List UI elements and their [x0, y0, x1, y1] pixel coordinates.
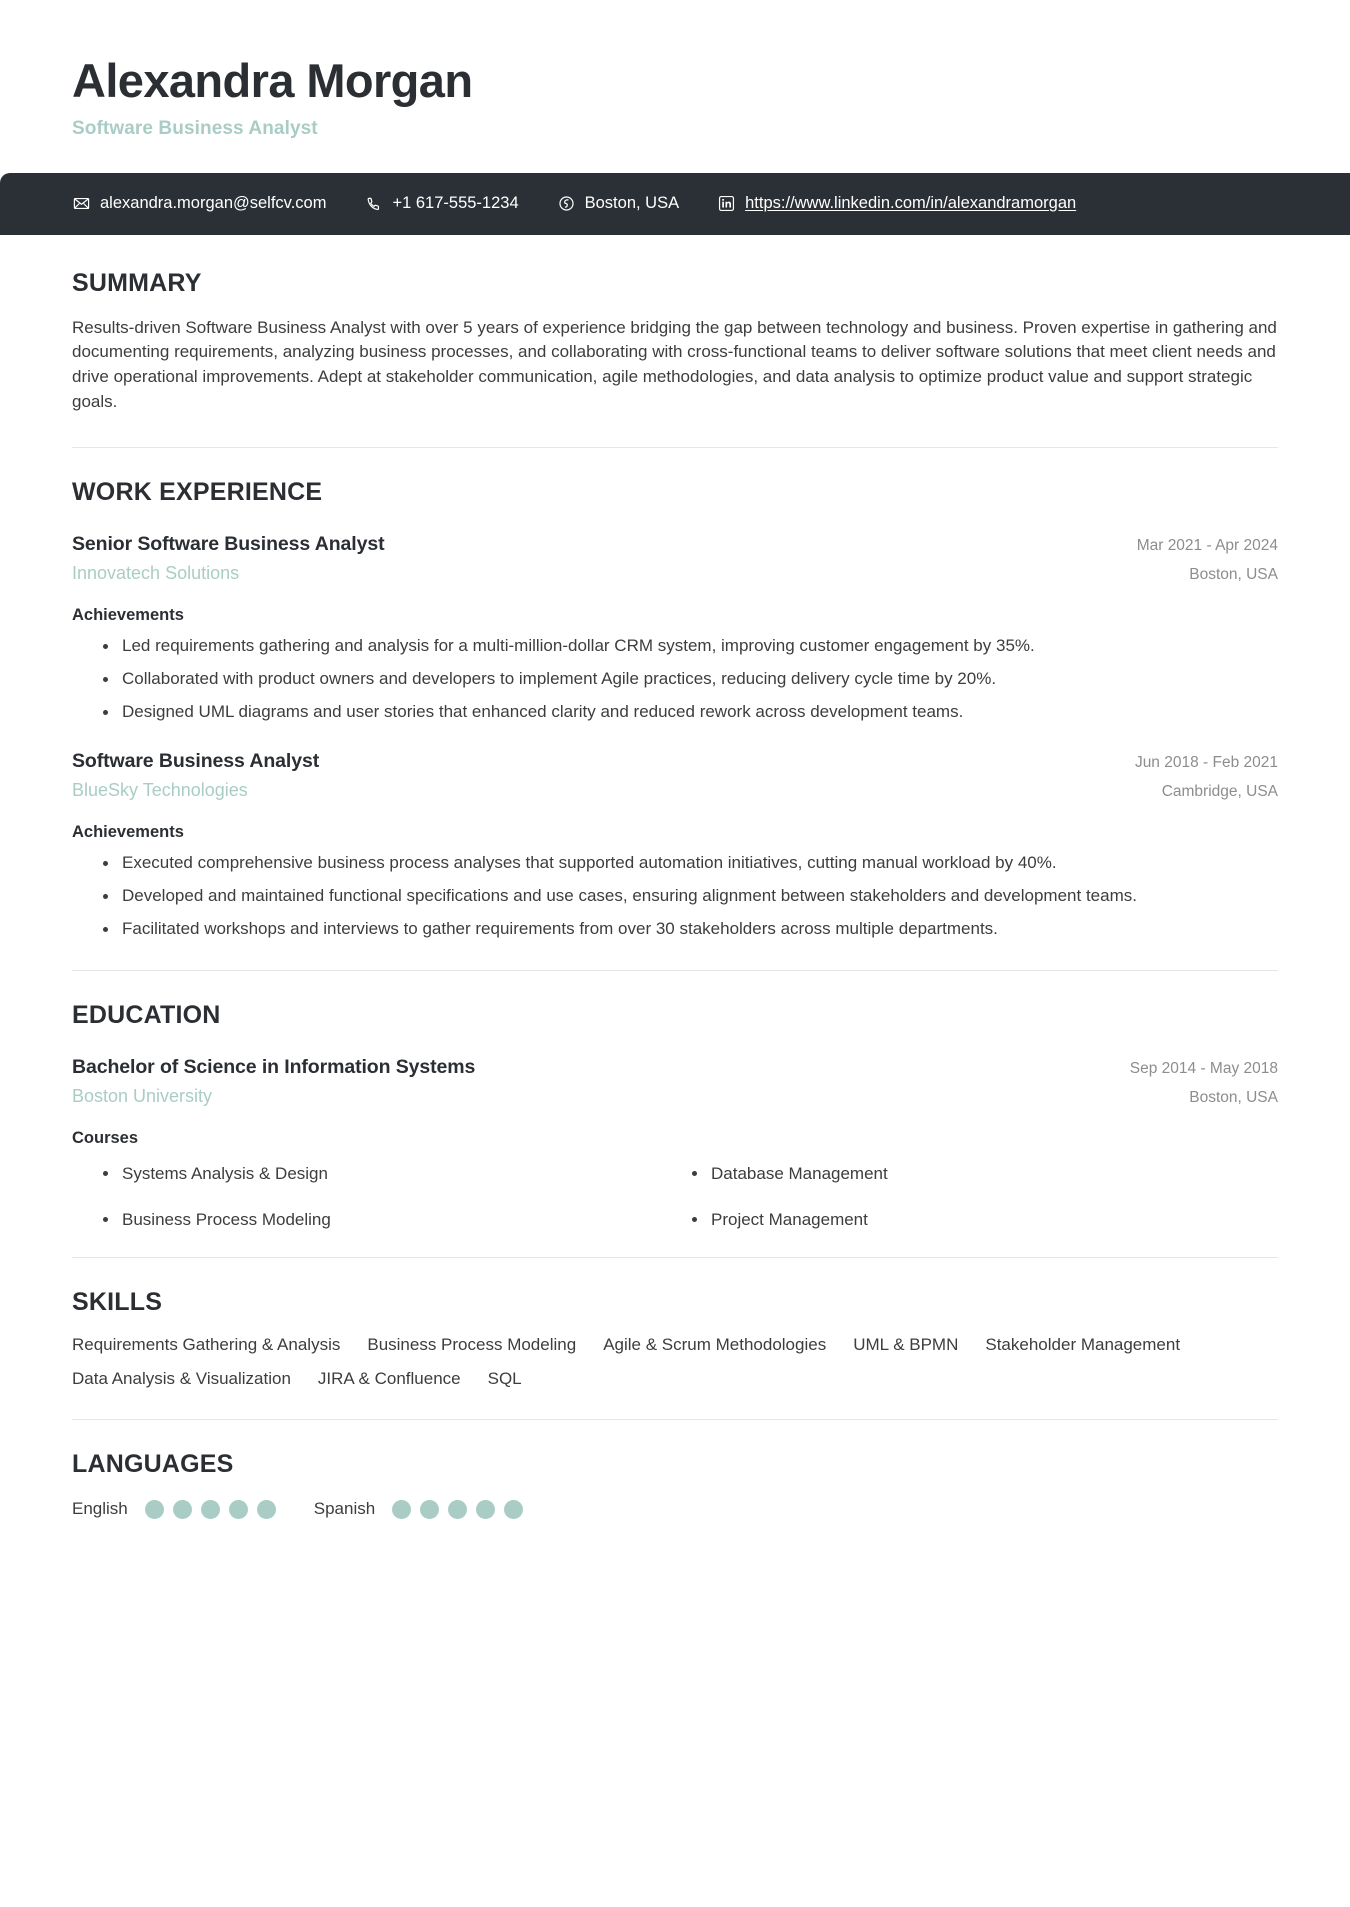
contact-linkedin[interactable] [717, 194, 1076, 213]
language-level-dots [392, 1500, 523, 1519]
education-entry-organization: Boston University [72, 1085, 213, 1106]
language-item [314, 1499, 523, 1519]
list-item: Developed and maintained functional specifications and use cases, ensuring alignment between stakeholders and development teams. [120, 884, 1278, 909]
list-item: Led requirements gathering and analysis for a multi-million-dollar CRM system, improving customer engagement by 35%. [120, 634, 1278, 659]
language-level-dots [145, 1500, 276, 1519]
list-item: Database Management [709, 1162, 1278, 1186]
skill-item: UML & BPMN [853, 1335, 959, 1355]
language-level-dot [504, 1500, 523, 1519]
list-item: Designed UML diagrams and user stories that enhanced clarity and reduced rework across development teams. [120, 700, 1278, 725]
work-entry-sub [72, 563, 1278, 584]
language-name: English [72, 1499, 128, 1519]
envelope-icon [72, 194, 91, 213]
list-item: Systems Analysis & Design [120, 1162, 689, 1186]
skill-item: Business Process Modeling [367, 1335, 577, 1355]
language-level-dot [476, 1500, 495, 1519]
contact-bar [0, 173, 1350, 235]
work-entry-role: Senior Software Business Analyst [72, 532, 385, 555]
phone-icon [364, 194, 383, 213]
work-section-title: WORK EXPERIENCE [72, 477, 323, 506]
skills-section [0, 1258, 1350, 1419]
linkedin-icon [717, 194, 736, 213]
language-level-dot [392, 1500, 411, 1519]
education-entry-date: Sep 2014 - May 2018 [1129, 1059, 1278, 1077]
list-item: Facilitated workshops and interviews to gather requirements from over 30 stakeholders across multiple departments. [120, 917, 1278, 942]
contact-location[interactable] [557, 194, 679, 213]
skills-list [72, 1335, 1262, 1389]
summary-section [0, 235, 1350, 447]
work-entry-head [72, 750, 1278, 773]
education-section [0, 971, 1350, 1258]
list-item: Business Process Modeling [120, 1208, 689, 1232]
skill-item: SQL [487, 1369, 522, 1389]
skill-item: Agile & Scrum Methodologies [603, 1335, 827, 1355]
work-entry-organization: Innovatech Solutions [72, 562, 240, 583]
list-item: Executed comprehensive business process analyses that supported automation initiatives, cutting manual workload by 40%. [120, 851, 1278, 876]
language-level-dot [257, 1500, 276, 1519]
work-entry-location: Cambridge, USA [1161, 783, 1278, 801]
contact-email[interactable] [72, 194, 326, 213]
work-experience-section [0, 448, 1350, 970]
contact-phone-text: +1 617-555-1234 [392, 194, 519, 213]
skill-item: Requirements Gathering & Analysis [72, 1335, 341, 1355]
list-item: Project Management [709, 1208, 1278, 1232]
work-entry-role: Software Business Analyst [72, 750, 320, 773]
work-entry-location: Boston, USA [1189, 565, 1278, 583]
languages-list [72, 1499, 1278, 1519]
skill-item: JIRA & Confluence [317, 1369, 461, 1389]
work-entry-achievements-list [72, 634, 1278, 724]
job-title: Software Business Analyst [72, 117, 318, 139]
language-name: Spanish [313, 1499, 376, 1519]
education-entry-location: Boston, USA [1189, 1088, 1278, 1106]
education-entry-courses-label: Courses [72, 1128, 139, 1147]
contact-email-text: alexandra.morgan@selfcv.com [100, 194, 327, 213]
language-level-dot [201, 1500, 220, 1519]
language-level-dot [420, 1500, 439, 1519]
work-entry [72, 750, 1278, 941]
globe-icon [557, 194, 576, 213]
language-level-dot [145, 1500, 164, 1519]
language-level-dot [448, 1500, 467, 1519]
summary-section-title: SUMMARY [72, 268, 202, 297]
education-courses-grid [72, 1162, 1278, 1232]
language-item [72, 1499, 276, 1519]
education-entry-degree: Bachelor of Science in Information Systems [72, 1055, 476, 1078]
contact-linkedin-link[interactable]: https://www.linkedin.com/in/alexandramorgan [745, 194, 1077, 213]
language-level-dot [173, 1500, 192, 1519]
work-entry-achievements-label: Achievements [72, 605, 184, 624]
contact-location-text: Boston, USA [584, 194, 680, 213]
languages-section-title: LANGUAGES [72, 1450, 234, 1479]
skills-section-title: SKILLS [72, 1288, 163, 1317]
skill-item: Stakeholder Management [985, 1335, 1181, 1355]
work-entry [72, 533, 1278, 724]
work-entry-sub [72, 780, 1278, 801]
education-section-title: EDUCATION [72, 1000, 221, 1029]
list-item: Collaborated with product owners and developers to implement Agile practices, reducing delivery cycle time by 20%. [120, 667, 1278, 692]
page-title: Alexandra Morgan [72, 54, 473, 107]
work-entry-achievements-label: Achievements [72, 823, 184, 842]
work-entry-achievements-list [72, 851, 1278, 941]
work-entry-date: Mar 2021 - Apr 2024 [1136, 536, 1278, 554]
resume-header [0, 0, 1350, 140]
language-level-dot [229, 1500, 248, 1519]
work-entry-organization: BlueSky Technologies [72, 780, 248, 801]
summary-text: Results-driven Software Business Analyst with over 5 years of experience bridging the gap between technology and business. Proven expertise in gathering and documenting requirements, analyzing business processes, and collaborating with cross-functional teams to deliver software solutions that meet client needs and drive operational improvements. Adept at stakeholder communication, agile methodologies, and data analysis to optimize product value and support strategic goals. [72, 317, 1277, 412]
education-entry-sub [72, 1086, 1278, 1107]
work-entry-head [72, 533, 1278, 556]
languages-section [0, 1420, 1350, 1549]
contact-phone[interactable] [364, 194, 518, 213]
education-entry [72, 1056, 1278, 1232]
skill-item: Data Analysis & Visualization [72, 1369, 291, 1389]
education-entry-head [72, 1056, 1278, 1079]
work-entry-date: Jun 2018 - Feb 2021 [1134, 754, 1278, 772]
